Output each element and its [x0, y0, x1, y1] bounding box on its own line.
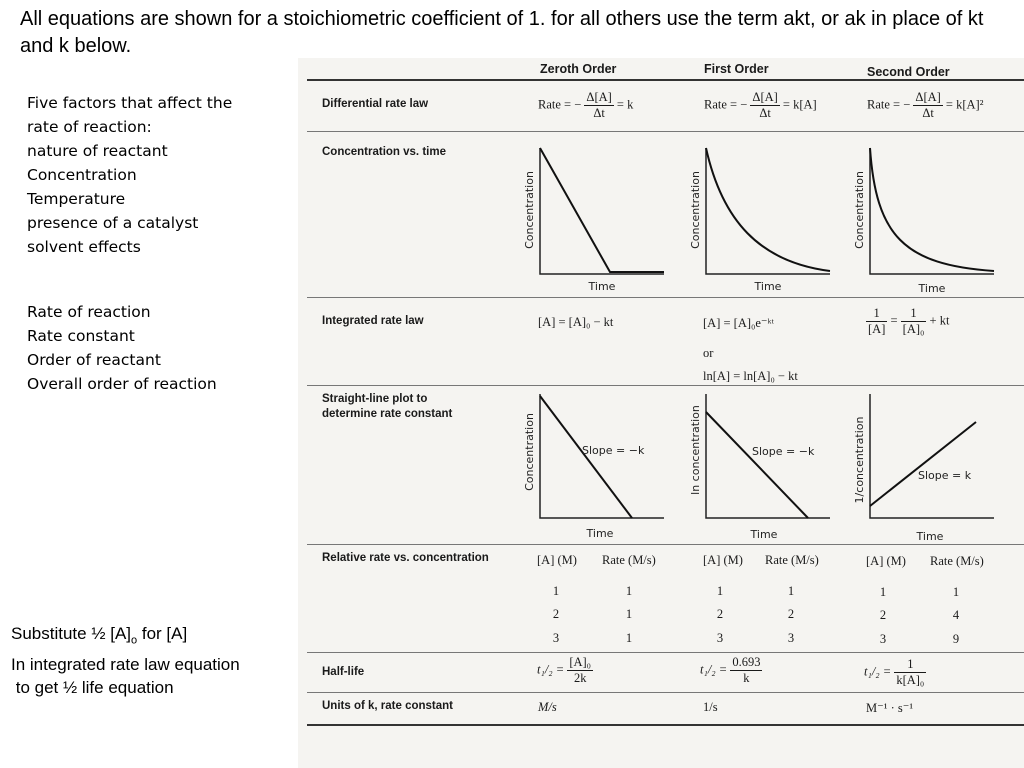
straight-line-graph-second [848, 390, 998, 545]
x-axis-label: Time [588, 280, 616, 293]
rate-cell: 1 [625, 584, 633, 598]
eq-rate: Rate = [867, 97, 901, 112]
units-zeroth: M/s [538, 700, 557, 714]
eq-den: Δt [922, 106, 934, 120]
eq-minus: − [740, 97, 748, 112]
rate-cell: 9 [952, 632, 960, 646]
eq-fraction [866, 306, 887, 337]
y-axis-label: Concentration [523, 171, 536, 249]
conc-cell: 3 [552, 631, 560, 645]
relative-table-second [866, 554, 996, 649]
eq-fraction [730, 655, 762, 686]
y-axis-label: Concentration [853, 171, 866, 249]
rate-header: Rate (M/s) [602, 553, 656, 567]
row-label-integrated: Integrated rate law [322, 315, 424, 327]
term-line: Order of reactant [27, 351, 161, 369]
axes [870, 148, 994, 274]
integrated-or: or [703, 346, 714, 360]
axes [540, 148, 664, 274]
units-second: M⁻¹ · s⁻¹ [866, 701, 914, 715]
line [706, 412, 808, 518]
table-rule [307, 652, 1024, 653]
relative-table-first [703, 553, 833, 648]
rate-header: Rate (M/s) [930, 554, 984, 568]
eq-equals: = [890, 313, 898, 328]
eq-fraction [913, 90, 942, 121]
eq-den: k[A]₀ [896, 673, 925, 687]
substitute-line-2: In integrated rate law equation [11, 654, 240, 674]
eq-minus: − [574, 97, 582, 112]
row-label-straight-line-2: determine rate constant [322, 408, 453, 420]
eq-fraction [901, 306, 927, 337]
rate-cell: 1 [787, 584, 795, 598]
row-label-half-life: Half-life [322, 666, 365, 678]
table-rule [307, 131, 1024, 132]
diff-eq-second [867, 90, 983, 121]
eq-num: 1 [866, 306, 887, 322]
factors-line: Five factors that affect the [27, 94, 233, 112]
table-rule [307, 692, 1024, 693]
rate-cell: 3 [787, 631, 795, 645]
conc-cell: 2 [879, 608, 887, 622]
t-half: t₁/₂ = [864, 664, 892, 679]
rate-header: Rate (M/s) [765, 553, 819, 567]
x-axis-label: Time [586, 527, 614, 540]
eq-den: Δt [593, 106, 605, 120]
integrated-eq-second [866, 306, 949, 337]
rate-cell: 1 [952, 585, 960, 599]
conc-cell: 3 [879, 632, 887, 646]
eq-num: Δ[A] [586, 90, 612, 104]
conc-cell: 3 [716, 631, 724, 645]
rate-cell: 1 [625, 631, 633, 645]
conc-time-graph-zeroth [518, 140, 668, 295]
eq-tail: + kt [929, 313, 950, 328]
conc-header: [A] (M) [703, 553, 743, 567]
table-rule [307, 297, 1024, 298]
factors-line: presence of a catalyst [27, 214, 199, 232]
x-axis-label: Time [916, 530, 944, 543]
half-life-second [864, 657, 926, 688]
slope-label: Slope = −k [582, 444, 645, 457]
integrated-eq-first-exp: [A] = [A]₀e⁻ᵏᵗ [703, 316, 774, 330]
t-half: t₁/₂ = [537, 662, 565, 677]
conc-time-graph-first [684, 140, 834, 295]
eq-rhs: = k[A] [782, 97, 817, 112]
col-header-zeroth: Zeroth Order [540, 62, 617, 76]
eq-rhs: = k[A]² [945, 97, 984, 112]
axes [706, 148, 830, 274]
substitute-sub: o [131, 634, 138, 647]
eq-num: 1 [901, 306, 927, 322]
eq-den: 2k [573, 671, 587, 685]
y-axis-label: Concentration [523, 413, 536, 491]
term-line: Rate of reaction [27, 303, 151, 321]
conc-cell: 1 [716, 584, 724, 598]
slope-label: Slope = −k [752, 445, 815, 458]
substitute-line-3: to get ½ life equation [11, 678, 174, 698]
row-label-units: Units of k, rate constant [322, 700, 453, 712]
slope-label: Slope = k [918, 469, 972, 482]
half-life-first [700, 655, 762, 686]
eq-num: Δ[A] [752, 90, 778, 104]
conc-cell: 2 [716, 607, 724, 621]
rate-cell: 4 [952, 608, 960, 622]
eq-den: Δt [759, 106, 771, 120]
y-axis-label: Concentration [689, 171, 702, 249]
conc-header: [A] (M) [866, 554, 906, 568]
integrated-eq-first-ln: ln[A] = ln[A]₀ − kt [703, 369, 798, 383]
factors-line: rate of reaction: [27, 118, 152, 136]
substitute-post: for [A] [137, 624, 188, 643]
y-axis-label: ln concentration [689, 405, 702, 495]
eq-num: [A]₀ [569, 655, 592, 669]
straight-line-graph-first [684, 390, 834, 545]
row-label-differential: Differential rate law [322, 98, 429, 110]
row-label-straight-line-1: Straight-line plot to [322, 393, 428, 405]
eq-num: 1 [894, 657, 926, 673]
relative-table-zeroth [537, 553, 667, 648]
x-axis-label: Time [750, 528, 778, 541]
conc-cell: 2 [552, 607, 560, 621]
t-half: t₁/₂ = [700, 662, 728, 677]
eq-rate: Rate = [704, 97, 738, 112]
row-label-straight-line [322, 392, 452, 422]
half-life-zeroth [537, 655, 593, 686]
straight-line-graph-zeroth [518, 390, 668, 545]
rate-cell: 1 [625, 607, 633, 621]
eq-minus: − [903, 97, 911, 112]
units-first: 1/s [703, 700, 718, 714]
eq-fraction [894, 657, 926, 688]
table-rule [307, 385, 1024, 386]
substitute-note [11, 622, 240, 700]
factors-line: Concentration [27, 166, 137, 184]
eq-rhs: = k [616, 97, 634, 112]
eq-rate: Rate = [538, 97, 572, 112]
conc-cell: 1 [552, 584, 560, 598]
factors-line: solvent effects [27, 238, 141, 256]
col-header-second: Second Order [867, 65, 950, 79]
factors-list [27, 91, 232, 259]
eq-fraction [584, 90, 613, 121]
conc-time-graph-second [848, 140, 998, 295]
table-rule [307, 724, 1024, 726]
curve [540, 148, 664, 272]
factors-line: nature of reactant [27, 142, 168, 160]
x-axis-label: Time [754, 280, 782, 293]
substitute-pre: Substitute ½ [A] [11, 624, 132, 643]
eq-den: k [743, 671, 750, 685]
y-axis-label: 1/concentration [853, 416, 866, 504]
rate-cell: 2 [787, 607, 795, 621]
terms-list [27, 300, 217, 396]
term-line: Overall order of reaction [27, 375, 217, 393]
x-axis-label: Time [918, 282, 946, 295]
eq-fraction [750, 90, 779, 121]
conc-header: [A] (M) [537, 553, 577, 567]
eq-num: Δ[A] [915, 90, 941, 104]
line [870, 422, 976, 506]
diff-eq-first [704, 90, 817, 121]
factors-line: Temperature [27, 190, 126, 208]
eq-den: [A] [868, 322, 886, 336]
slide-header: All equations are shown for a stoichiometric coefficient of 1. for all others use the term akt, or ak in place of kt and k below. [20, 8, 984, 57]
curve [706, 148, 830, 271]
eq-num: 0.693 [732, 655, 761, 669]
col-header-first: First Order [704, 62, 769, 76]
row-label-relative: Relative rate vs. concentration [322, 552, 489, 564]
row-label-conc-time: Concentration vs. time [322, 146, 446, 158]
substitute-line-1 [11, 622, 240, 653]
eq-fraction [567, 655, 593, 686]
term-line: Rate constant [27, 327, 135, 345]
integrated-eq-zeroth: [A] = [A]₀ − kt [538, 315, 614, 329]
curve [870, 148, 994, 271]
eq-den: [A]₀ [902, 322, 925, 336]
table-rule [307, 79, 1024, 81]
diff-eq-zeroth [538, 90, 633, 121]
conc-cell: 1 [879, 585, 887, 599]
line [540, 396, 632, 518]
